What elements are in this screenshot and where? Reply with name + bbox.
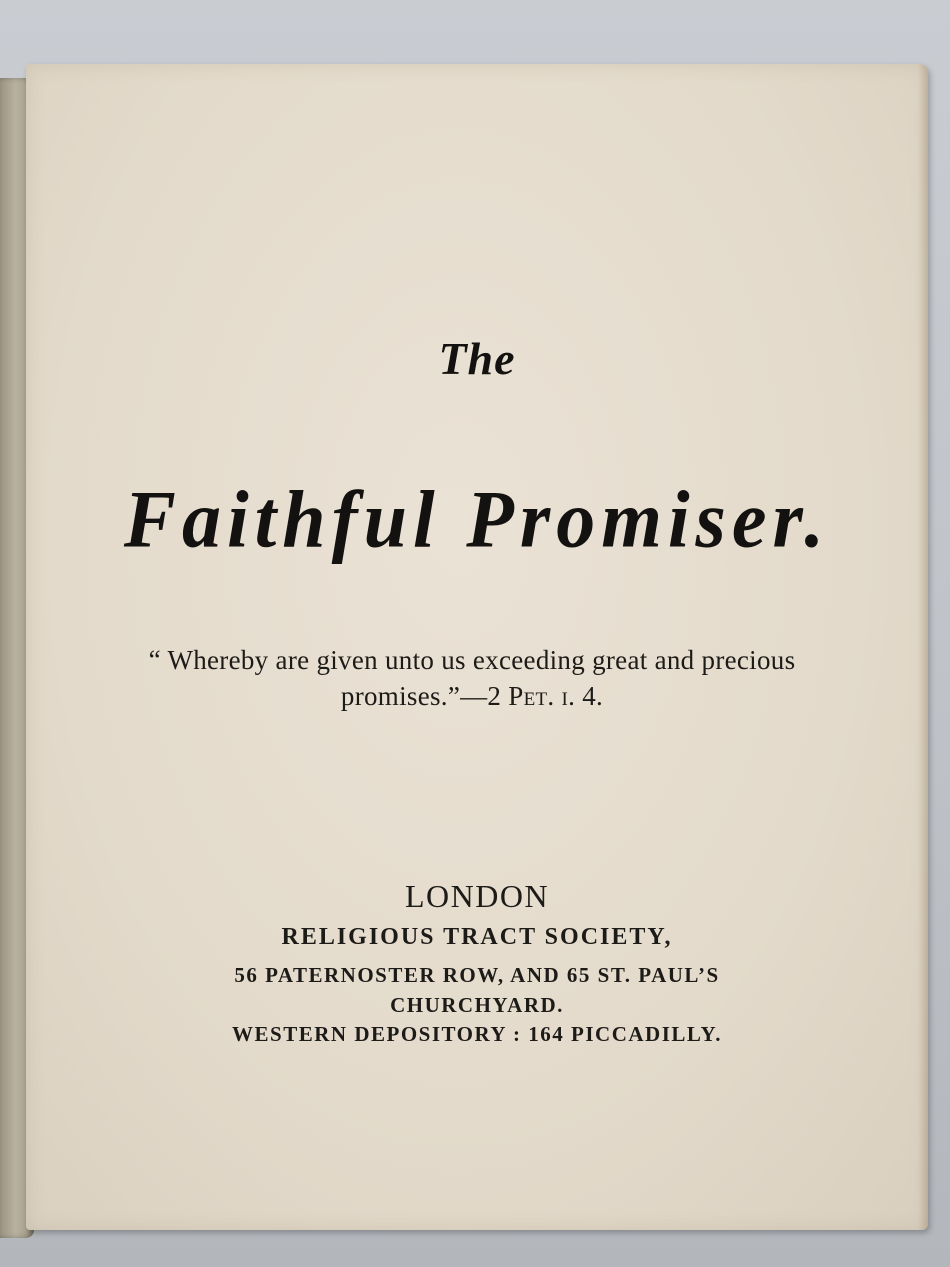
imprint-address-line2: CHURCHYARD. <box>390 993 564 1017</box>
epigraph-quote: “ Whereby are given unto us exceeding great and precious promises.” <box>148 645 796 711</box>
imprint-address <box>26 960 928 1020</box>
imprint-address-line1: 56 PATERNOSTER ROW, AND 65 ST. PAUL’S <box>234 963 720 987</box>
epigraph-reference: —2 Pet. i. 4. <box>460 681 604 711</box>
imprint-city: LONDON <box>404 878 550 914</box>
book-title: Faithful Promiser. <box>123 472 831 565</box>
title-article: The <box>438 333 516 384</box>
title-page <box>26 64 928 1230</box>
imprint-depository: WESTERN DEPOSITORY : 164 PICCADILLY. <box>232 1022 722 1046</box>
imprint-publisher: RELIGIOUS TRACT SOCIETY, <box>281 924 673 950</box>
epigraph <box>26 642 928 714</box>
